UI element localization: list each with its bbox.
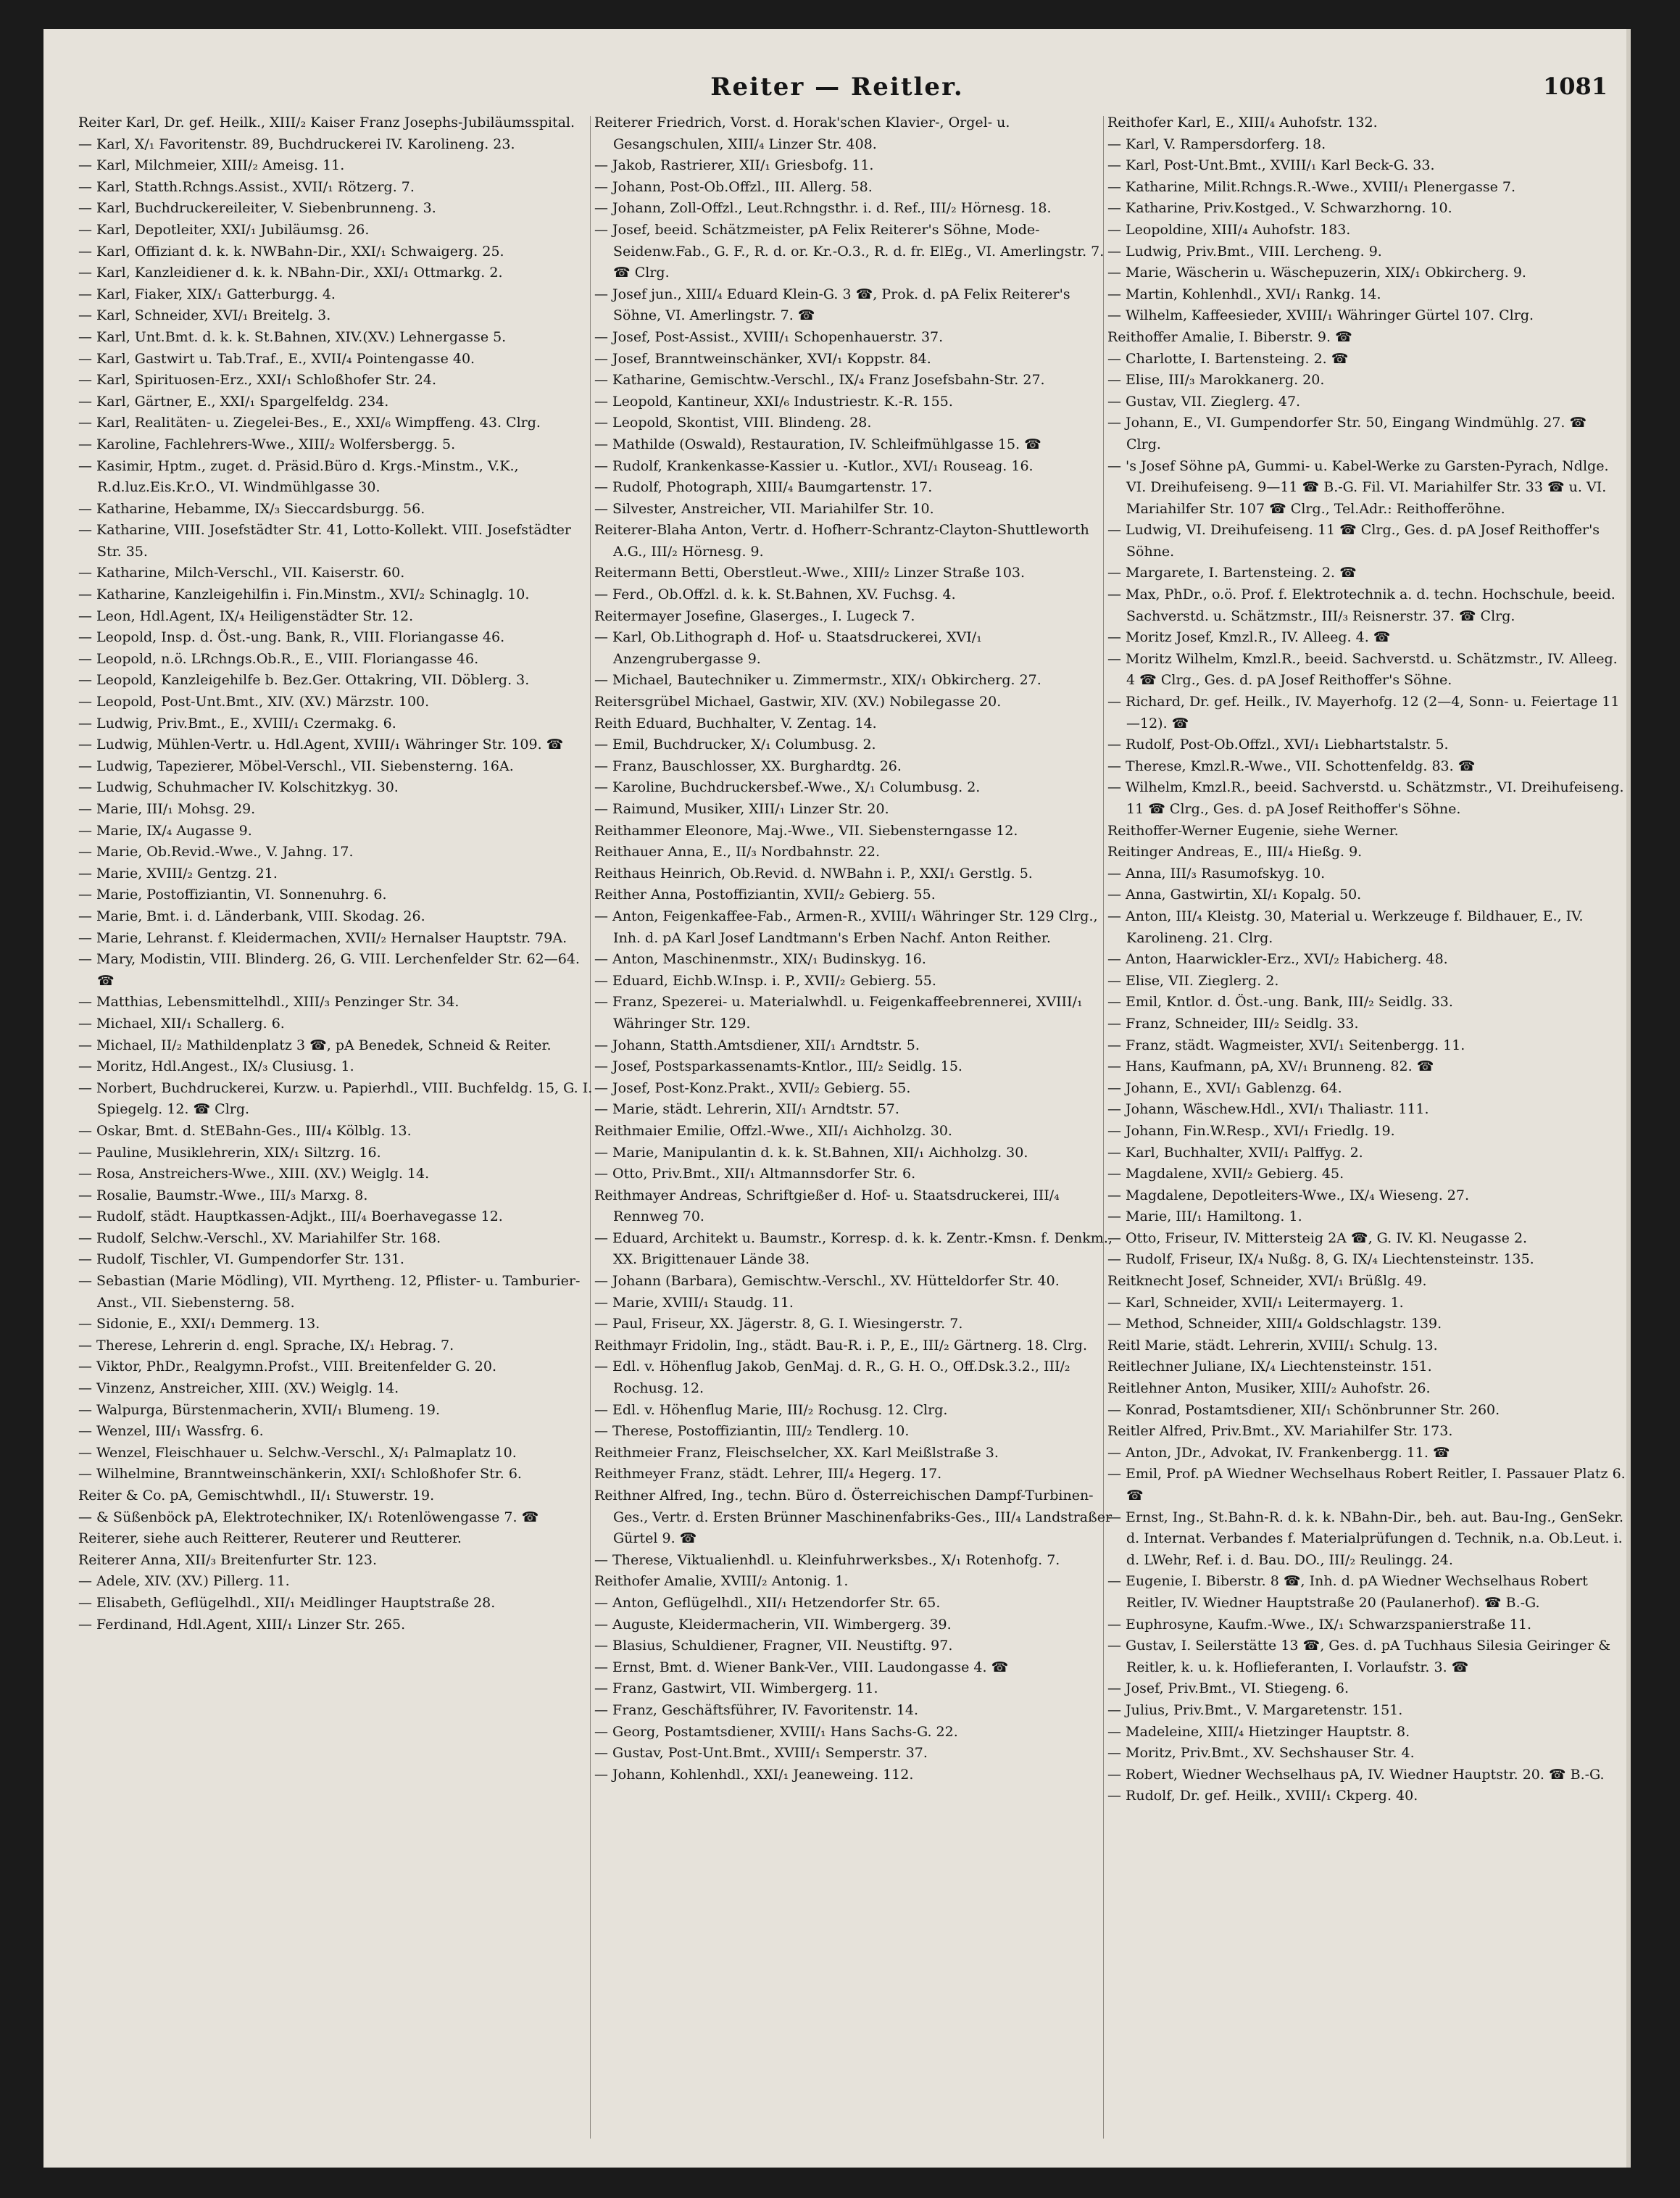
directory-entry: Reitermayer Josefine, Glaserges., I. Lugeck 7. [594, 607, 915, 624]
directory-entry: — Emil, Kntlor. d. Öst.-ung. Bank, III/₂ Seidlg. 33. [1107, 994, 1453, 1011]
directory-entry: — Gustav, I. Seilerstätte 13 ☎, Ges. d. pA Tuchhaus Silesia Geiringer & Reitler, k. u. k. Hoflieferanten, I. Vorlaufstr. 3. ☎ [1107, 1638, 1611, 1675]
directory-entry: — Marie, Lehranst. f. Kleidermachen, XVII/₂ Hernalser Hauptstr. 79A. [78, 929, 567, 946]
directory-entry: — Paul, Friseur, XX. Jägerstr. 8, G. I. Wiesingerstr. 7. [594, 1316, 963, 1332]
directory-entry: — Marie, III/₁ Hamiltong. 1. [1107, 1208, 1302, 1225]
directory-entry: — Johann, Kohlenhdl., XXI/₁ Jeaneweing. 112. [594, 1766, 914, 1783]
directory-entry: — Elise, III/₃ Marokkanerg. 20. [1107, 372, 1325, 389]
directory-entry: — Marie, Wäscherin u. Wäschepuzerin, XIX/₁ Obkircherg. 9. [1107, 265, 1526, 281]
directory-entry: — Mathilde (Oswald), Restauration, IV. Schleifmühlgasse 15. ☎ [594, 436, 1041, 452]
page-edge [1626, 29, 1631, 2168]
directory-entry: Reiter & Co. pA, Gemischtwhdl., II/₁ Stuwerstr. 19. [78, 1488, 435, 1504]
directory-entry: — Katharine, Priv.Kostged., V. Schwarzhorng. 10. [1107, 200, 1452, 217]
directory-entry: — Therese, Kmzl.R.-Wwe., VII. Schottenfeldg. 83. ☎ [1107, 758, 1476, 774]
column-middle [594, 112, 1113, 2149]
directory-entry: Reitlehner Anton, Musiker, XIII/₂ Auhofstr. 26. [1107, 1380, 1431, 1397]
directory-entry: — Kasimir, Hptm., zuget. d. Präsid.Büro d. Krgs.-Minstm., V.K., R.d.luz.Eis.Kr.O., VI. Windmühlgasse 30. [78, 457, 519, 496]
directory-entry: — Moritz, Priv.Bmt., XV. Sechshauser Str. 4. [1107, 1745, 1415, 1762]
directory-entry: — Ernst, Bmt. d. Wiener Bank-Ver., VIII. Laudongasse 4. ☎ [594, 1659, 1009, 1675]
directory-entry: — Karl, Fiaker, XIX/₁ Gatterburgg. 4. [78, 286, 336, 302]
directory-entry: — Rosa, Anstreichers-Wwe., XIII. (XV.) Weiglg. 14. [78, 1166, 430, 1182]
directory-entry: — Emil, Buchdrucker, X/₁ Columbusg. 2. [594, 737, 876, 753]
directory-entry: Reitknecht Josef, Schneider, XVI/₁ Brüßlg. 49. [1107, 1273, 1427, 1290]
directory-entry: — Vinzenz, Anstreicher, XIII. (XV.) Weiglg. 14. [78, 1380, 399, 1397]
directory-entry: Reithmayr Fridolin, Ing., städt. Bau-R. i. P., E., III/₂ Gärtnerg. 18. Clrg. [594, 1337, 1088, 1353]
directory-entry: — Josef, Post-Konz.Prakt., XVII/₂ Gebierg. 55. [594, 1079, 911, 1096]
directory-entry: — Marie, III/₁ Mohsg. 29. [78, 801, 256, 817]
directory-entry: Reither Anna, Postoffiziantin, XVII/₂ Gebierg. 55. [594, 887, 936, 903]
directory-entry: — Karl, Gärtner, E., XXI/₁ Spargelfeldg. 234. [78, 393, 389, 410]
directory-entry: — Josef, Branntweinschänker, XVI/₁ Koppstr. 84. [594, 350, 931, 367]
directory-entry: — Johann, E., VI. Gumpendorfer Str. 50, Eingang Windmühlg. 27. ☎ Clrg. [1107, 415, 1587, 452]
directory-entry: — Ludwig, Priv.Bmt., VIII. Lercheng. 9. [1107, 243, 1382, 260]
directory-entry: — Otto, Priv.Bmt., XII/₁ Altmannsdorfer Str. 6. [594, 1166, 916, 1182]
directory-entry: Reiterer Friedrich, Vorst. d. Horak'schen Klavier-, Orgel- u. Gesangschulen, XIII/₄ Linzer Str. 408. [594, 115, 1010, 152]
directory-entry: — Auguste, Kleidermacherin, VII. Wimbergerg. 39. [594, 1616, 952, 1633]
directory-entry: — Edl. v. Höhenflug Jakob, GenMaj. d. R., G. H. O., Off.Dsk.3.2., III/₂ Rochusg. 12. [594, 1359, 1070, 1397]
directory-entry: — Moritz, Hdl.Angest., IX/₃ Clusiusg. 1. [78, 1058, 354, 1075]
directory-entry: — Matthias, Lebensmittelhdl., XIII/₃ Penzinger Str. 34. [78, 994, 459, 1011]
directory-entry: — Rosalie, Baumstr.-Wwe., III/₃ Marxg. 8. [78, 1187, 368, 1203]
directory-entry: — Anton, Geflügelhdl., XII/₁ Hetzendorfer Str. 65. [594, 1594, 941, 1611]
directory-entry: — Karl, V. Rampersdorferg. 18. [1107, 136, 1326, 152]
directory-entry: Reithmeier Franz, Fleischselcher, XX. Karl Meißlstraße 3. [594, 1444, 999, 1461]
directory-entry: Reithoffer Amalie, I. Biberstr. 9. ☎ [1107, 328, 1352, 345]
directory-entry: — & Süßenböck pA, Elektrotechniker, IX/₁ Rotenlöwengasse 7. ☎ [78, 1509, 539, 1525]
directory-entry: — Katharine, VIII. Josefstädter Str. 41, Lotto-Kollekt. VIII. Josefstädter Str. 35. [78, 522, 571, 560]
directory-entry: — Katharine, Milch-Verschl., VII. Kaiserstr. 60. [78, 565, 405, 581]
directory-entry: — Johann, Statth.Amtsdiener, XII/₁ Arndtstr. 5. [594, 1037, 920, 1053]
directory-entry: — Karl, Kanzleidiener d. k. k. NBahn-Dir., XXI/₁ Ottmarkg. 2. [78, 265, 503, 281]
directory-entry: — Katharine, Hebamme, IX/₃ Sieccardsburgg. 56. [78, 500, 425, 517]
directory-entry: — Moritz Wilhelm, Kmzl.R., beeid. Sachverstd. u. Schätzmstr., IV. Alleeg. 4 ☎ Clrg., Ges. d. pA Josef Reithoffer's Söhne. [1107, 650, 1618, 689]
directory-entry: — Josef jun., XIII/₄ Eduard Klein-G. 3 ☎, Prok. d. pA Felix Reiterer's Söhne, VI. Amerlingstr. 7. ☎ [594, 286, 1070, 324]
directory-entry: — Robert, Wiedner Wechselhaus pA, IV. Wiedner Hauptstr. 20. ☎ B.-G. [1107, 1766, 1605, 1783]
directory-entry: — Katharine, Milit.Rchngs.R.-Wwe., XVIII/₁ Plenergasse 7. [1107, 178, 1515, 195]
directory-entry: — Marie, städt. Lehrerin, XII/₁ Arndtstr. 57. [594, 1101, 899, 1118]
directory-entry: — Mary, Modistin, VIII. Blinderg. 26, G. VIII. Lerchenfelder Str. 62—64. ☎ [78, 951, 580, 989]
directory-entry: — Karl, Depotleiter, XXI/₁ Jubiläumsg. 26. [78, 221, 370, 238]
directory-entry: — Johann, Wäschew.Hdl., XVI/₁ Thaliastr. 111. [1107, 1101, 1429, 1118]
directory-entry: Reithofer Karl, E., XIII/₄ Auhofstr. 132. [1107, 115, 1378, 130]
directory-entry: — Euphrosyne, Kaufm.-Wwe., IX/₁ Schwarzspanierstraße 11. [1107, 1616, 1532, 1633]
directory-entry: — Rudolf, Tischler, VI. Gumpendorfer Str. 131. [78, 1251, 404, 1268]
directory-entry: Reitl Marie, städt. Lehrerin, XVIII/₁ Schulg. 13. [1107, 1337, 1438, 1353]
directory-entry: — Karl, Buchhalter, XVII/₁ Palffyg. 2. [1107, 1144, 1363, 1161]
directory-entry: — Johann, Zoll-Offzl., Leut.Rchngsthr. i. d. Ref., III/₂ Hörnesg. 18. [594, 200, 1052, 217]
directory-entry: Reiterer Anna, XII/₃ Breitenfurter Str. 123. [78, 1551, 378, 1568]
directory-entry: — Method, Schneider, XIII/₄ Goldschlagstr. 139. [1107, 1316, 1442, 1332]
directory-entry: — Leopold, n.ö. LRchngs.Ob.R., E., VIII. Floriangasse 46. [78, 650, 479, 667]
directory-entry: — Otto, Friseur, IV. Mittersteig 2A ☎, G. IV. Kl. Neugasse 2. [1107, 1229, 1528, 1246]
directory-entry: — Katharine, Gemischtw.-Verschl., IX/₄ Franz Josefsbahn-Str. 27. [594, 372, 1045, 389]
directory-entry: — Jakob, Rastrierer, XII/₁ Griesbofg. 11. [594, 157, 874, 174]
directory-entry: — Wenzel, Fleischhauer u. Selchw.-Verschl., X/₁ Palmaplatz 10. [78, 1444, 517, 1461]
directory-entry: — Franz, Schneider, III/₂ Seidlg. 33. [1107, 1015, 1359, 1032]
directory-entry: — Karl, Unt.Bmt. d. k. k. St.Bahnen, XIV.(XV.) Lehnergasse 5. [78, 328, 507, 345]
directory-entry: — Wilhelm, Kaffeesieder, XVIII/₁ Währinger Gürtel 107. Clrg. [1107, 307, 1534, 324]
directory-entry: — Johann (Barbara), Gemischtw.-Verschl., XV. Hütteldorfer Str. 40. [594, 1273, 1060, 1290]
directory-entry: — Pauline, Musiklehrerin, XIX/₁ Siltzrg. 16. [78, 1144, 381, 1161]
directory-entry: — Josef, Postsparkassenamts-Kntlor., III/₂ Seidlg. 15. [594, 1058, 962, 1075]
directory-entry: — Leopoldine, XIII/₄ Auhofstr. 183. [1107, 221, 1351, 238]
directory-entry: — Julius, Priv.Bmt., V. Margaretenstr. 151. [1107, 1701, 1403, 1718]
directory-entry: Reithmayer Andreas, Schriftgießer d. Hof- u. Staatsdruckerei, III/₄ Rennweg 70. [594, 1187, 1060, 1225]
directory-entry: — Ludwig, Mühlen-Vertr. u. Hdl.Agent, XVIII/₁ Währinger Str. 109. ☎ [78, 737, 564, 753]
directory-entry: Reithammer Eleonore, Maj.-Wwe., VII. Siebensterngasse 12. [594, 822, 1018, 839]
directory-entry: Reiter Karl, Dr. gef. Heilk., XIII/₂ Kaiser Franz Josephs-Jubiläumsspital. [78, 115, 575, 130]
directory-entry: — Gustav, Post-Unt.Bmt., XVIII/₁ Semperstr. 37. [594, 1745, 928, 1762]
directory-entry: — Anton, Maschinenmstr., XIX/₁ Budinskyg. 16. [594, 951, 926, 968]
directory-entry: — Josef, Post-Assist., XVIII/₁ Schopenhauerstr. 37. [594, 328, 944, 345]
directory-page [43, 29, 1631, 2168]
directory-entry: — Max, PhDr., o.ö. Prof. f. Elektrotechnik a. d. techn. Hochschule, beeid. Sachverstd. u. Schätzmstr., III/₃ Reisnerstr. 37. ☎ Clrg. [1107, 586, 1615, 624]
directory-entry: — Karl, Ob.Lithograph d. Hof- u. Staatsdruckerei, XVI/₁ Anzengrubergasse 9. [594, 629, 982, 667]
directory-entry: — Johann, Post-Ob.Offzl., III. Allerg. 58. [594, 178, 873, 195]
directory-entry: — Marie, Ob.Revid.-Wwe., V. Jahng. 17. [78, 844, 354, 860]
directory-entry: — Charlotte, I. Bartensteing. 2. ☎ [1107, 350, 1349, 367]
directory-entry: — Ferd., Ob.Offzl. d. k. k. St.Bahnen, XV. Fuchsg. 4. [594, 586, 956, 603]
directory-entry: — 's Josef Söhne pA, Gummi- u. Kabel-Werke zu Garsten-Pyrach, Ndlge. VI. Dreihufeiseng. 9—11 ☎ B.-G. Fil. VI. Mariahilfer Str. 33 ☎ u. VI. Mariahilfer Str. 107 ☎ Clrg., Tel.Adr.: Reithofferöhne. [1107, 457, 1609, 517]
directory-entry: — Rudolf, Dr. gef. Heilk., XVIII/₁ Ckperg. 40. [1107, 1788, 1418, 1804]
directory-entry: — Franz, Spezerei- u. Materialwhdl. u. Feigenkaffeebrennerei, XVIII/₁ Währinger Str. 129. [594, 994, 1083, 1032]
directory-entry: — Katharine, Kanzleigehilfin i. Fin.Minstm., XVI/₂ Schinaglg. 10. [78, 586, 530, 603]
directory-entry: — Karl, Offiziant d. k. k. NWBahn-Dir., XXI/₁ Schwaigerg. 25. [78, 243, 504, 260]
directory-entry: Reitermann Betti, Oberstleut.-Wwe., XIII/₂ Linzer Straße 103. [594, 565, 1026, 581]
directory-entry: — Ludwig, Priv.Bmt., E., XVIII/₁ Czermakg. 6. [78, 715, 396, 731]
directory-entry: — Eduard, Eichb.W.Insp. i. P., XVII/₂ Gebierg. 55. [594, 972, 936, 989]
directory-entry: — Rudolf, Selchw.-Verschl., XV. Mariahilfer Str. 168. [78, 1229, 441, 1246]
directory-entry: — Marie, Manipulantin d. k. k. St.Bahnen, XII/₁ Aichholzg. 30. [594, 1144, 1028, 1161]
directory-entry: — Eugenie, I. Biberstr. 8 ☎, Inh. d. pA Wiedner Wechselhaus Robert Reitler, IV. Wiedner Hauptstraße 20 (Paulanerhof). ☎ B.-G. [1107, 1573, 1588, 1611]
directory-entry: — Wilhelm, Kmzl.R., beeid. Sachverstd. u. Schätzmstr., VI. Dreihufeiseng. 11 ☎ Clrg., Ges. d. pA Josef Reithoffer's Söhne. [1107, 779, 1624, 817]
directory-entry: — Martin, Kohlenhdl., XVI/₁ Rankg. 14. [1107, 286, 1381, 302]
directory-entry: Reiterer, siehe auch Reitterer, Reuterer und Reutterer. [78, 1530, 462, 1547]
directory-entry: — Anna, Gastwirtin, XI/₁ Kopalg. 50. [1107, 887, 1362, 903]
directory-entry: Reithmeyer Franz, städt. Lehrer, III/₄ Hegerg. 17. [594, 1466, 942, 1482]
directory-entry: — Michael, XII/₁ Schallerg. 6. [78, 1015, 285, 1032]
directory-entry: Reitersgrübel Michael, Gastwir, XIV. (XV.) Nobilegasse 20. [594, 694, 1002, 710]
directory-entry: — Anna, III/₃ Rasumofskyg. 10. [1107, 865, 1326, 882]
directory-entry: — Therese, Viktualienhdl. u. Kleinfuhrwerksbes., X/₁ Rotenhofg. 7. [594, 1551, 1060, 1568]
directory-entry: — Karoline, Buchdruckersbef.-Wwe., X/₁ Columbusg. 2. [594, 779, 981, 796]
directory-entry: — Leopold, Kanzleigehilfe b. Bez.Ger. Ottakring, VII. Döblerg. 3. [78, 672, 530, 689]
directory-entry: — Magdalene, Depotleiters-Wwe., IX/₄ Wieseng. 27. [1107, 1187, 1470, 1203]
directory-entry: — Elise, VII. Zieglerg. 2. [1107, 972, 1279, 989]
directory-entry: — Karl, Gastwirt u. Tab.Traf., E., XVII/₄ Pointengasse 40. [78, 350, 475, 367]
directory-entry: Reithaus Heinrich, Ob.Revid. d. NWBahn i. P., XXI/₁ Gerstlg. 5. [594, 865, 1033, 882]
directory-entry: — Moritz Josef, Kmzl.R., IV. Alleeg. 4. ☎ [1107, 629, 1391, 646]
page-number: 1081 [1542, 72, 1608, 100]
directory-entry: — Karoline, Fachlehrers-Wwe., XIII/₂ Wolfersbergg. 5. [78, 436, 456, 452]
directory-entry: — Rudolf, Post-Ob.Offzl., XVI/₁ Liebhartstalstr. 5. [1107, 737, 1449, 753]
directory-entry: — Leopold, Post-Unt.Bmt., XIV. (XV.) Märzstr. 100. [78, 694, 430, 710]
directory-entry: — Karl, Spirituosen-Erz., XXI/₁ Schloßhofer Str. 24. [78, 372, 436, 389]
directory-entry: Reithmaier Emilie, Offzl.-Wwe., XII/₁ Aichholzg. 30. [594, 1122, 952, 1139]
directory-entry: — Karl, X/₁ Favoritenstr. 89, Buchdruckerei IV. Karolineng. 23. [78, 136, 515, 152]
directory-entry: — Ernst, Ing., St.Bahn-R. d. k. k. NBahn-Dir., beh. aut. Bau-Ing., GenSekr. d. Internat. Verbandes f. Materialprüfungen d. Technik, n.a. Ob.Leut. i. d. LWehr, Ref. i. d. Bau. DO., III/₂ Reulingg. 24. [1107, 1509, 1624, 1568]
directory-entry: — Blasius, Schuldiener, Fragner, VII. Neustiftg. 97. [594, 1638, 953, 1654]
directory-entry: — Anton, Feigenkaffee-Fab., Armen-R., XVIII/₁ Währinger Str. 129 Clrg., Inh. d. pA Karl Josef Landtmann's Erben Nachf. Anton Reither. [594, 908, 1098, 946]
directory-entry: — Sidonie, E., XXI/₁ Demmerg. 13. [78, 1316, 320, 1332]
directory-entry: — Oskar, Bmt. d. StEBahn-Ges., III/₄ Kölblg. 13. [78, 1122, 412, 1139]
directory-entry: — Ludwig, Schuhmacher IV. Kolschitzkyg. 30. [78, 779, 399, 796]
directory-entry: — Edl. v. Höhenflug Marie, III/₂ Rochusg. 12. Clrg. [594, 1401, 948, 1418]
directory-entry: — Franz, Geschäftsführer, IV. Favoritenstr. 14. [594, 1701, 918, 1718]
directory-entry: — Karl, Milchmeier, XIII/₂ Ameisg. 11. [78, 157, 345, 174]
directory-entry: — Gustav, VII. Zieglerg. 47. [1107, 393, 1301, 410]
directory-entry: — Michael, Bautechniker u. Zimmermstr., XIX/₁ Obkircherg. 27. [594, 672, 1041, 689]
directory-entry: — Rudolf, Friseur, IX/₄ Nußg. 8, G. IX/₄ Liechtensteinstr. 135. [1107, 1251, 1534, 1268]
column-right [1107, 112, 1626, 2149]
directory-entry: Reitler Alfred, Priv.Bmt., XV. Mariahilfer Str. 173. [1107, 1423, 1453, 1440]
directory-entry: — Ludwig, VI. Dreihufeiseng. 11 ☎ Clrg., Ges. d. pA Josef Reithoffer's Söhne. [1107, 522, 1600, 560]
directory-entry: — Georg, Postamtsdiener, XVIII/₁ Hans Sachs-G. 22. [594, 1723, 958, 1740]
directory-entry: — Karl, Post-Unt.Bmt., XVIII/₁ Karl Beck-G. 33. [1107, 157, 1435, 174]
directory-entry: — Karl, Statth.Rchngs.Assist., XVII/₁ Rötzerg. 7. [78, 178, 415, 195]
directory-entry: — Raimund, Musiker, XIII/₁ Linzer Str. 20. [594, 801, 889, 817]
directory-entry: — Walpurga, Bürstenmacherin, XVII/₁ Blumeng. 19. [78, 1401, 441, 1418]
directory-entry: Reithauer Anna, E., II/₃ Nordbahnstr. 22. [594, 844, 881, 860]
directory-entry: Reithoffer-Werner Eugenie, siehe Werner. [1107, 822, 1399, 839]
directory-entry: — Therese, Postoffiziantin, III/₂ Tendlerg. 10. [594, 1423, 910, 1440]
directory-entry: — Rudolf, Photograph, XIII/₄ Baumgartenstr. 17. [594, 479, 933, 496]
directory-entry: — Marie, XVIII/₁ Staudg. 11. [594, 1294, 794, 1311]
directory-entry: — Marie, Bmt. i. d. Länderbank, VIII. Skodag. 26. [78, 908, 425, 924]
directory-entry: — Josef, beeid. Schätzmeister, pA Felix Reiterer's Söhne, Mode-Seidenw.Fab., G. F., R. d. or. Kr.-O.3., R. d. fr. ElEg., VI. Amerlingstr. 7. ☎ Clrg. [594, 221, 1105, 281]
directory-entry: — Leopold, Kantineur, XXI/₆ Industriestr. K.-R. 155. [594, 393, 953, 410]
directory-entry: — Emil, Prof. pA Wiedner Wechselhaus Robert Reitler, I. Passauer Platz 6. ☎ [1107, 1466, 1626, 1504]
directory-entry: — Johann, Fin.W.Resp., XVI/₁ Friedlg. 19. [1107, 1122, 1395, 1139]
directory-entry: — Hans, Kaufmann, pA, XV/₁ Brunneng. 82. ☎ [1107, 1058, 1434, 1075]
directory-entry: — Konrad, Postamtsdiener, XII/₁ Schönbrunner Str. 260. [1107, 1401, 1500, 1418]
directory-entry: — Marie, IX/₄ Augasse 9. [78, 822, 252, 839]
directory-entry: Reiterer-Blaha Anton, Vertr. d. Hofherr-Schrantz-Clayton-Shuttleworth A.G., III/₂ Hörnesg. 9. [594, 522, 1089, 560]
directory-entry: Reitinger Andreas, E., III/₄ Hießg. 9. [1107, 844, 1363, 860]
directory-entry: — Josef, Priv.Bmt., VI. Stiegeng. 6. [1107, 1680, 1350, 1697]
directory-entry: — Adele, XIV. (XV.) Pillerg. 11. [78, 1573, 290, 1590]
directory-entry: — Michael, II/₂ Mathildenplatz 3 ☎, pA Benedek, Schneid & Reiter. [78, 1037, 552, 1053]
directory-entry: — Sebastian (Marie Mödling), VII. Myrtheng. 12, Pflister- u. Tamburier-Anst., VII. Siebensterng. 58. [78, 1273, 581, 1311]
directory-entry: — Rudolf, städt. Hauptkassen-Adjkt., III/₄ Boerhavegasse 12. [78, 1208, 503, 1225]
directory-entry: — Elisabeth, Geflügelhdl., XII/₁ Meidlinger Hauptstraße 28. [78, 1594, 496, 1611]
directory-entry: — Richard, Dr. gef. Heilk., IV. Mayerhofg. 12 (2—4, Sonn- u. Feiertage 11—12). ☎ [1107, 694, 1620, 731]
directory-entry: — Johann, E., XVI/₁ Gablenzg. 64. [1107, 1079, 1342, 1096]
directory-entry: — Leopold, Skontist, VIII. Blindeng. 28. [594, 415, 872, 431]
directory-entry: — Silvester, Anstreicher, VII. Mariahilfer Str. 10. [594, 500, 934, 517]
directory-entry: — Viktor, PhDr., Realgymn.Profst., VIII. Breitenfelder G. 20. [78, 1359, 496, 1375]
directory-entry: — Therese, Lehrerin d. engl. Sprache, IX/₁ Hebrag. 7. [78, 1337, 454, 1353]
directory-entry: — Anton, JDr., Advokat, IV. Frankenbergg. 11. ☎ [1107, 1444, 1450, 1461]
directory-entry: — Rudolf, Krankenkasse-Kassier u. -Kutlor., XVI/₁ Rouseag. 16. [594, 457, 1034, 474]
directory-entry: Reith Eduard, Buchhalter, V. Zentag. 14. [594, 715, 877, 731]
directory-entry: — Norbert, Buchdruckerei, Kurzw. u. Papierhdl., VIII. Buchfeldg. 15, G. I. Spiegelg. 12. ☎ Clrg. [78, 1079, 593, 1118]
directory-entry: Reithner Alfred, Ing., techn. Büro d. Österreichischen Dampf-Turbinen-Ges., Vertr. d. Ersten Brünner Maschinenfabriks-Ges., III/₄ Landstraßer Gürtel 9. ☎ [594, 1488, 1113, 1547]
directory-entry: — Anton, III/₄ Kleistg. 30, Material u. Werkzeuge f. Bildhauer, E., IV. Karolineng. 21. Clrg. [1107, 908, 1584, 946]
directory-entry: — Franz, Bauschlosser, XX. Burghardtg. 26. [594, 758, 902, 774]
directory-entry: — Madeleine, XIII/₄ Hietzinger Hauptstr. 8. [1107, 1723, 1410, 1740]
running-title: Reiter — Reitler. [710, 72, 964, 101]
directory-entry: — Margarete, I. Bartensteing. 2. ☎ [1107, 565, 1357, 581]
directory-entry: — Wenzel, III/₁ Wassfrg. 6. [78, 1423, 264, 1440]
directory-entry: — Marie, Postoffiziantin, VI. Sonnenuhrg. 6. [78, 887, 387, 903]
directory-entry: — Ludwig, Tapezierer, Möbel-Verschl., VII. Siebensterng. 16A. [78, 758, 514, 774]
directory-entry: — Karl, Buchdruckereileiter, V. Siebenbrunneng. 3. [78, 200, 436, 217]
column-left [78, 112, 596, 2149]
directory-entry: — Eduard, Architekt u. Baumstr., Korresp. d. k. k. Zentr.-Kmsn. f. Denkm., XX. Brigittenauer Lände 38. [594, 1229, 1113, 1268]
directory-entry: — Marie, XVIII/₂ Gentzg. 21. [78, 865, 278, 882]
directory-entry: — Leopold, Insp. d. Öst.-ung. Bank, R., VIII. Floriangasse 46. [78, 629, 505, 646]
directory-entry: — Anton, Haarwickler-Erz., XVI/₂ Habicherg. 48. [1107, 951, 1448, 968]
directory-entry: — Ferdinand, Hdl.Agent, XIII/₁ Linzer Str. 265. [78, 1616, 406, 1633]
directory-entry: — Karl, Realitäten- u. Ziegelei-Bes., E., XXI/₆ Wimpffeng. 43. Clrg. [78, 415, 541, 431]
directory-entry: — Karl, Schneider, XVI/₁ Breitelg. 3. [78, 307, 331, 324]
directory-entry: — Franz, Gastwirt, VII. Wimbergerg. 11. [594, 1680, 878, 1697]
directory-entry: — Magdalene, XVII/₂ Gebierg. 45. [1107, 1166, 1344, 1182]
directory-entry: — Franz, städt. Wagmeister, XVI/₁ Seitenbergg. 11. [1107, 1037, 1465, 1053]
directory-entry: Reitlechner Juliane, IX/₄ Liechtensteinstr. 151. [1107, 1359, 1432, 1375]
directory-entry: — Wilhelmine, Branntweinschänkerin, XXI/₁ Schloßhofer Str. 6. [78, 1466, 522, 1482]
directory-entry: — Leon, Hdl.Agent, IX/₄ Heiligenstädter Str. 12. [78, 607, 414, 624]
directory-entry: Reithofer Amalie, XVIII/₂ Antonig. 1. [594, 1573, 849, 1590]
directory-entry: — Karl, Schneider, XVII/₁ Leitermayerg. 1. [1107, 1294, 1404, 1311]
